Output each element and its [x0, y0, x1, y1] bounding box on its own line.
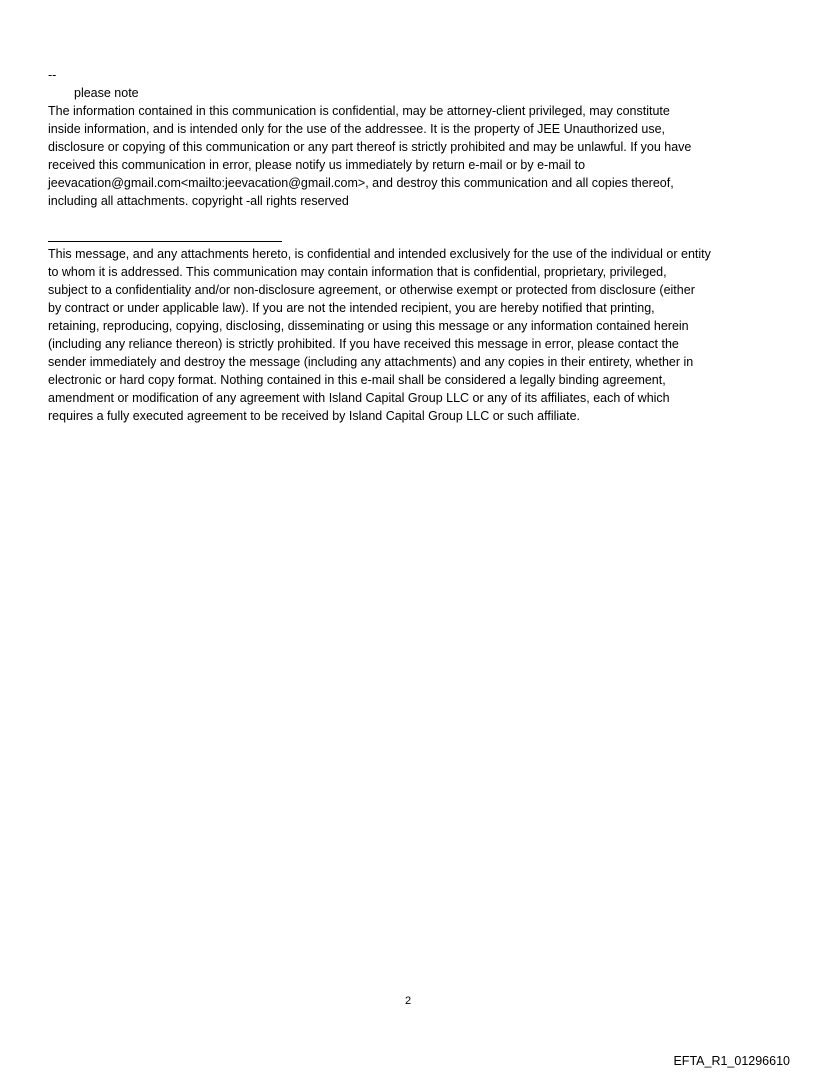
disclaimer-line: electronic or hard copy format. Nothing contained in this e-mail shall be considered a legally binding agreement,	[48, 373, 666, 387]
disclaimer	[48, 245, 772, 425]
note-label: please note	[74, 86, 139, 100]
notice-line: disclosure or copying of this communication or any part thereof is strictly prohibited and may be unlawful. If you have	[48, 140, 692, 154]
confidentiality-notice	[48, 102, 772, 210]
disclaimer-line: subject to a confidentiality and/or non-disclosure agreement, or otherwise exempt or protected from disclosure (either	[48, 283, 695, 297]
disclaimer-line: by contract or under applicable law). If you are not the intended recipient, you are hereby notified that printing,	[48, 301, 655, 315]
disclaimer-line: sender immediately and destroy the message (including any attachments) and any copies in their entirety, whether in	[48, 355, 694, 369]
notice-line: including all attachments. copyright -all rights reserved	[48, 194, 349, 208]
disclaimer-line: amendment or modification of any agreement with Island Capital Group LLC or any of its affiliates, each of which	[48, 391, 670, 405]
disclaimer-line: This message, and any attachments hereto, is confidential and intended exclusively for the use of the individual or entity	[48, 247, 711, 261]
horizontal-rule	[48, 241, 282, 242]
disclaimer-line: (including any reliance thereon) is strictly prohibited. If you have received this message in error, please contact the	[48, 337, 679, 351]
notice-line: The information contained in this communication is confidential, may be attorney-client privileged, may constitute	[48, 104, 670, 118]
notice-line: inside information, and is intended only for the use of the addressee. It is the property of JEE Unauthorized use,	[48, 122, 666, 136]
signature-separator: --	[48, 68, 57, 82]
disclaimer-line: retaining, reproducing, copying, disclosing, disseminating or using this message or any information contained herein	[48, 319, 689, 333]
notice-line: jeevacation@gmail.com<mailto:jeevacation@gmail.com>, and destroy this communication and all copies thereof,	[48, 176, 674, 190]
bates-number: EFTA_R1_01296610	[673, 1054, 790, 1068]
disclaimer-line: requires a fully executed agreement to be received by Island Capital Group LLC or such affiliate.	[48, 409, 581, 423]
disclaimer-line: to whom it is addressed. This communication may contain information that is confidential, proprietary, privileged,	[48, 265, 667, 279]
notice-line: received this communication in error, please notify us immediately by return e-mail or by e-mail to	[48, 158, 586, 172]
page-number: 2	[404, 995, 412, 1007]
